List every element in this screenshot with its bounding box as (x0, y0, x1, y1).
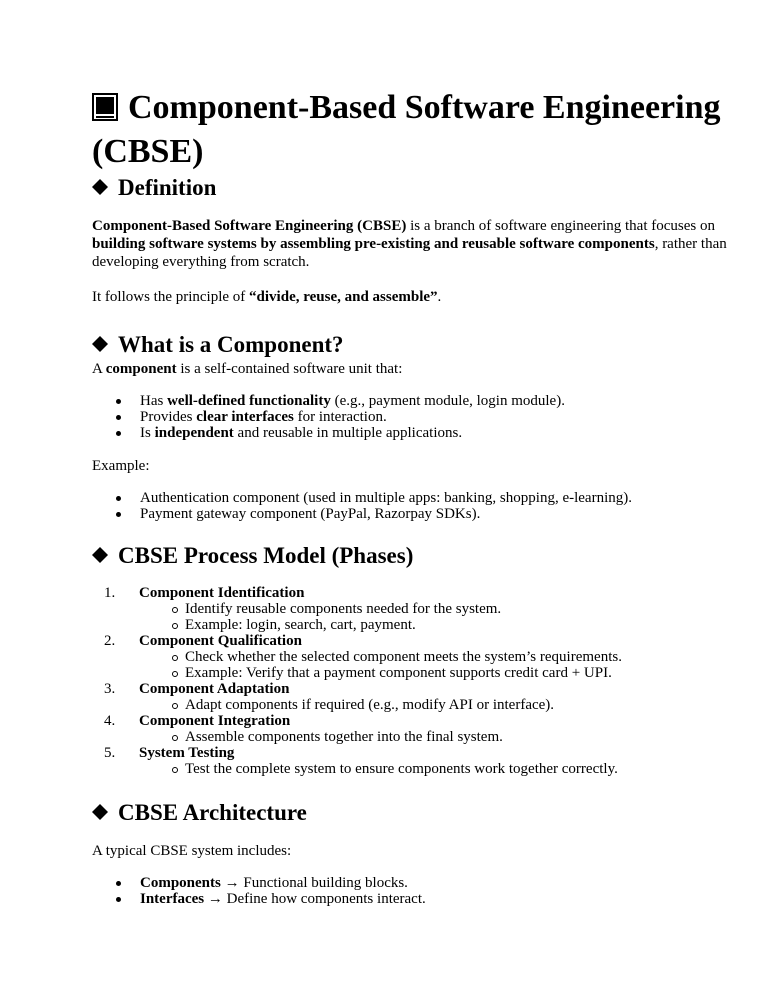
architecture-intro: A typical CBSE system includes: (92, 843, 292, 859)
circle-bullet-icon (172, 655, 178, 661)
sub-list-item (104, 729, 738, 745)
cbse-term: Component-Based Software Engineering (CBSE) (92, 218, 407, 234)
list-item-text: Payment gateway component (PayPal, Razorpay SDKs). (140, 506, 481, 522)
list-item (114, 409, 728, 425)
list-item-text: Is (140, 425, 155, 441)
component-section (92, 331, 728, 359)
process-heading-text: CBSE Process Model (Phases) (118, 543, 414, 568)
circle-bullet-icon (172, 703, 178, 709)
page-title-text: Component-Based Software Engineering (CBSE) (92, 89, 721, 170)
sub-list-text: Test the complete system to ensure components work together correctly. (185, 761, 618, 777)
sub-list-text: Check whether the selected component meets the system’s requirements. (185, 649, 622, 665)
process-phase-list (104, 585, 738, 777)
definition-text-1: is a branch of software engineering that focuses on (406, 218, 715, 234)
sub-list-item (104, 649, 738, 665)
sub-list-item (104, 665, 738, 681)
bullet-dot-icon (116, 431, 121, 436)
list-item (114, 393, 728, 409)
list-item-bold: well-defined functionality (167, 393, 331, 409)
architecture-bullet-list (114, 875, 728, 907)
list-number: 1. (104, 585, 116, 601)
component-intro-text-1: A (92, 361, 106, 377)
bullet-dot-icon (116, 512, 121, 517)
sub-list-text: Example: Verify that a payment component supports credit card + UPI. (185, 665, 612, 681)
list-item (104, 633, 738, 649)
process-section (92, 542, 728, 570)
definition-paragraph (92, 217, 728, 271)
list-item (104, 713, 738, 729)
list-item (104, 585, 738, 601)
list-item-bold: independent (154, 425, 234, 441)
circle-bullet-icon (172, 735, 178, 741)
sub-list-item (104, 601, 738, 617)
component-bullet-list (114, 393, 728, 441)
component-heading (92, 331, 728, 359)
definition-heading (92, 174, 728, 202)
principle-bold: “divide, reuse, and assemble” (249, 289, 438, 305)
list-item-bold: Components (140, 875, 221, 891)
list-number: 4. (104, 713, 116, 729)
bullet-dot-icon (116, 415, 121, 420)
list-item (114, 490, 728, 506)
list-item-text: (e.g., payment module, login module). (330, 393, 565, 409)
phase-name: Component Qualification (139, 633, 302, 649)
bullet-dot-icon (116, 399, 121, 404)
list-item-text: → Define how components interact. (204, 891, 426, 907)
bullet-dot-icon (116, 897, 121, 902)
sub-list-text: Adapt components if required (e.g., modify API or interface). (185, 697, 555, 713)
phase-name: Component Adaptation (139, 681, 290, 697)
circle-bullet-icon (172, 671, 178, 677)
diamond-icon (92, 547, 108, 563)
sub-list-item (104, 697, 738, 713)
list-item-text: and reusable in multiple applications. (233, 425, 463, 441)
phase-name: Component Integration (139, 713, 291, 729)
book-icon (92, 93, 118, 121)
list-item (104, 745, 738, 761)
list-number: 3. (104, 681, 116, 697)
list-item-text: Has (140, 393, 168, 409)
component-heading-text: What is a Component? (118, 332, 344, 357)
list-item-bold: Interfaces (140, 891, 205, 907)
page-title-block (92, 86, 728, 174)
diamond-icon (92, 179, 108, 195)
list-number: 5. (104, 745, 116, 761)
process-heading (92, 542, 728, 570)
list-item (114, 506, 728, 522)
circle-bullet-icon (172, 607, 178, 613)
definition-heading-text: Definition (118, 175, 217, 200)
list-item-text: Provides (140, 409, 197, 425)
sub-list-item (104, 617, 738, 633)
definition-bold-phrase: building software systems by assembling pre-existing and reusable software components (92, 236, 655, 252)
sub-list-item (104, 761, 738, 777)
list-item (114, 425, 728, 441)
circle-bullet-icon (172, 623, 178, 629)
phase-name: System Testing (139, 745, 235, 761)
list-number: 2. (104, 633, 116, 649)
list-item-text: Authentication component (used in multiple apps: banking, shopping, e-learning). (140, 490, 632, 506)
list-item-text: for interaction. (293, 409, 387, 425)
diamond-icon (92, 804, 108, 820)
component-intro-text-2: is a self-contained software unit that: (176, 361, 403, 377)
sub-list-text: Identify reusable components needed for the system. (185, 601, 502, 617)
list-item (104, 681, 738, 697)
list-item-text: → Functional building blocks. (220, 875, 408, 891)
page-title (92, 86, 728, 174)
architecture-heading (92, 799, 728, 827)
component-intro (92, 360, 728, 378)
bullet-dot-icon (116, 496, 121, 501)
definition-section (92, 174, 728, 202)
sub-list-text: Assemble components together into the final system. (185, 729, 503, 745)
bullet-dot-icon (116, 881, 121, 886)
list-item-bold: clear interfaces (196, 409, 294, 425)
component-intro-bold: component (105, 361, 177, 377)
sub-list-text: Example: login, search, cart, payment. (185, 617, 416, 633)
phase-name: Component Identification (139, 585, 305, 601)
diamond-icon (92, 336, 108, 352)
example-label: Example: (92, 458, 150, 474)
principle-text-2: . (437, 289, 442, 305)
principle-text-1: It follows the principle of (92, 289, 250, 305)
architecture-heading-text: CBSE Architecture (118, 800, 307, 825)
definition-text-2: , rather than developing everything from scratch. (92, 236, 727, 270)
example-bullet-list (114, 490, 728, 522)
list-item (114, 891, 728, 907)
principle-paragraph (92, 288, 728, 306)
architecture-section (92, 799, 728, 827)
circle-bullet-icon (172, 767, 178, 773)
list-item (114, 875, 728, 891)
